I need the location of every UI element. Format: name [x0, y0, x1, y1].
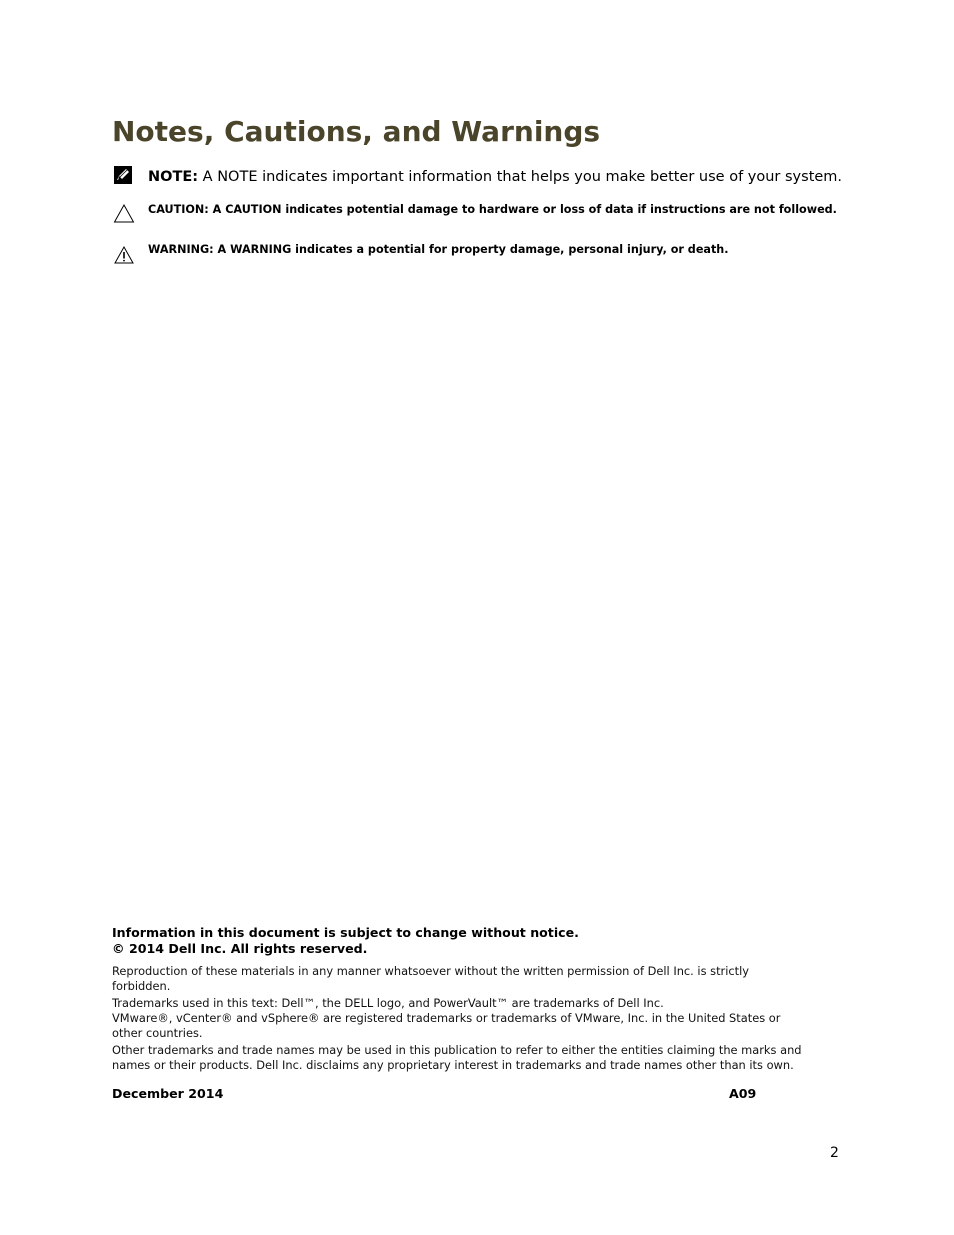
note-label: NOTE:: [148, 169, 199, 185]
other-trademarks-line: names or their products. Dell Inc. disclaims any proprietary interest in trademarks and trade names other than its own.: [112, 1058, 794, 1072]
note-text: [148, 164, 843, 190]
copyright: © 2014 Dell Inc. All rights reserved.: [112, 941, 368, 956]
revision-code: A09: [729, 1086, 757, 1101]
change-notice: Information in this document is subject to change without notice.: [112, 925, 579, 940]
page-title: Notes, Cautions, and Warnings: [112, 115, 601, 148]
legal-section: [112, 925, 802, 1073]
caution-text: CAUTION: A CAUTION indicates potential damage to hardware or loss of data if instructions are not followed.: [148, 203, 837, 216]
warning-notice: [112, 241, 832, 265]
reproduction-line: Reproduction of these materials in any manner whatsoever without the written permission of Dell Inc. is strictly: [112, 964, 750, 978]
trademarks-line: Trademarks used in this text: Dell™, the DELL logo, and PowerVault™ are trademarks of Dell Inc.: [112, 996, 664, 1010]
trademarks-line: other countries.: [112, 1026, 203, 1040]
note-body: A NOTE indicates important information that helps you make better use of your system.: [202, 169, 843, 185]
caution-notice: [112, 201, 837, 225]
publication-date: December 2014: [112, 1086, 224, 1101]
other-trademarks-line: Other trademarks and trade names may be used in this publication to refer to either the entities claiming the marks and: [112, 1043, 802, 1057]
note-pencil-icon: [112, 164, 136, 188]
warning-text: WARNING: A WARNING indicates a potential for property damage, personal injury, or death.: [148, 243, 729, 256]
note-notice: [112, 164, 843, 190]
trademarks-paragraph: [112, 996, 802, 1041]
page-number: 2: [830, 1145, 839, 1161]
reproduction-line: forbidden.: [112, 979, 171, 993]
trademarks-line: VMware®, vCenter® and vSphere® are registered trademarks or trademarks of VMware, Inc. in the United States or: [112, 1011, 781, 1025]
warning-exclamation-triangle-icon: [112, 241, 136, 265]
reproduction-paragraph: [112, 964, 802, 994]
caution-triangle-icon: [112, 201, 136, 225]
other-trademarks-paragraph: [112, 1043, 802, 1073]
